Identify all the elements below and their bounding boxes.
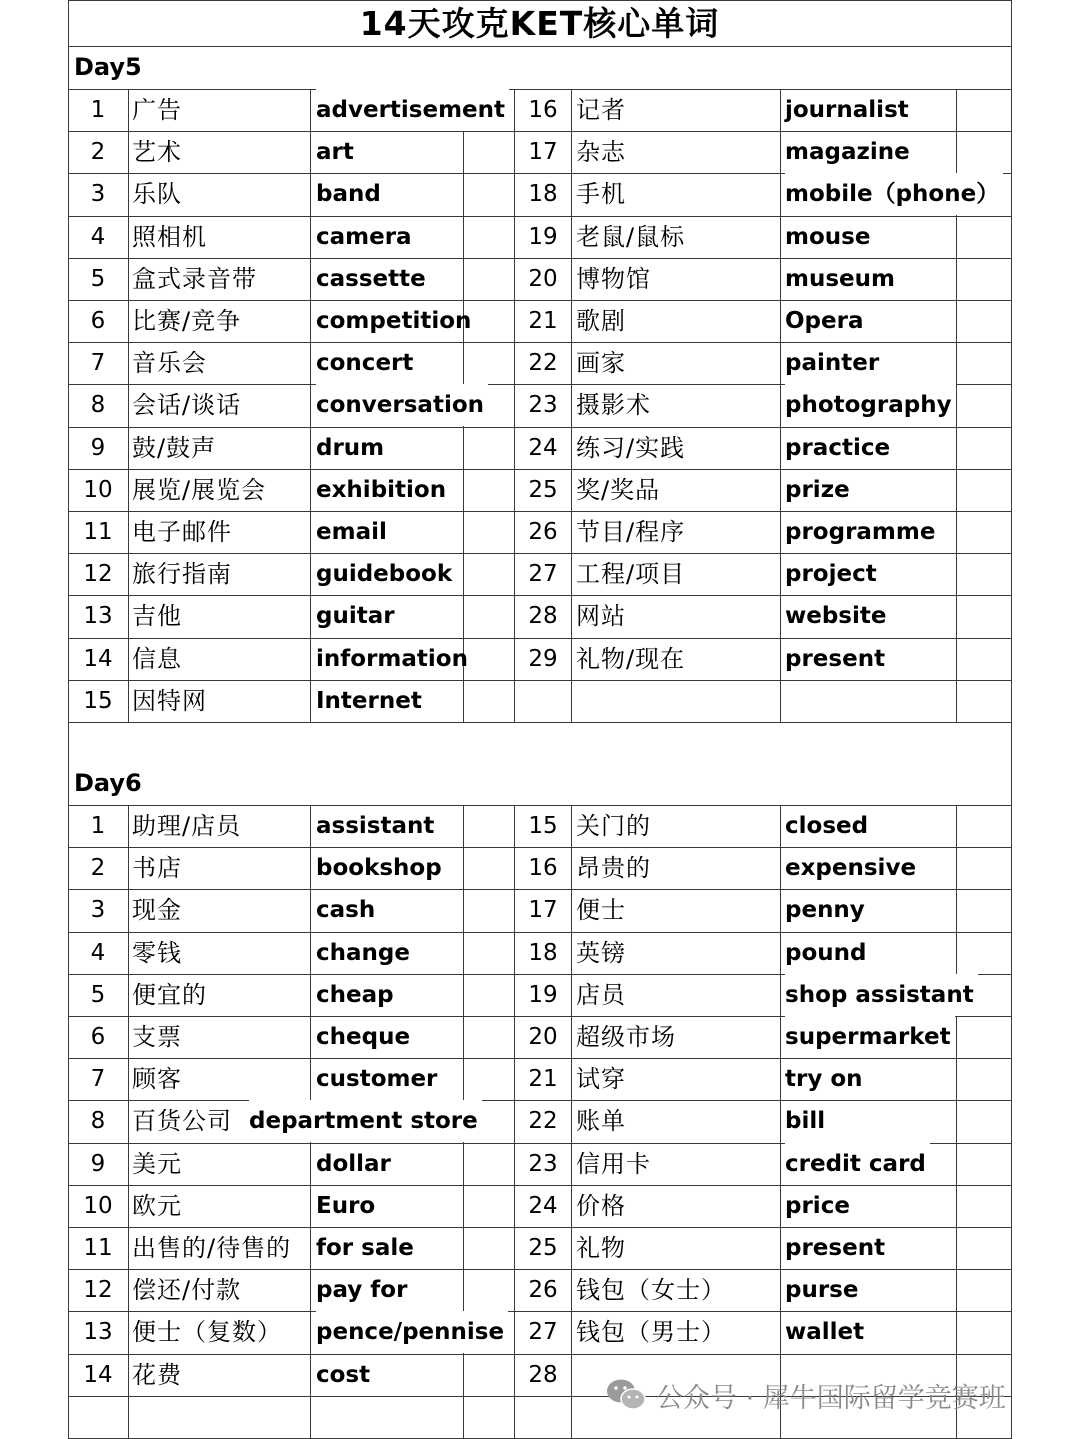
chinese-term: 会话/谈话 [132, 391, 242, 419]
row-number: 18 [528, 181, 558, 207]
row-number: 23 [528, 1151, 558, 1177]
row-number: 17 [528, 139, 558, 165]
row-number: 23 [528, 392, 558, 418]
row-number: 5 [90, 982, 106, 1008]
row-number: 19 [528, 224, 558, 250]
english-word: pound [785, 940, 867, 966]
english-word: supermarket [785, 1016, 955, 1058]
row-number: 13 [83, 1319, 113, 1345]
chinese-term: 书店 [132, 854, 182, 882]
chinese-term: 练习/实践 [576, 434, 686, 462]
row-number: 25 [528, 477, 558, 503]
row-number: 25 [528, 1235, 558, 1261]
english-word: information [316, 646, 468, 672]
chinese-term: 店员 [576, 981, 626, 1009]
english-word: advertisement [316, 89, 509, 131]
row-number: 3 [90, 897, 106, 923]
chinese-term: 展览/展览会 [132, 476, 267, 504]
english-word: magazine [785, 139, 910, 165]
chinese-term: 便士 [576, 896, 626, 924]
chinese-term: 摄影术 [576, 391, 651, 419]
english-word: drum [316, 435, 385, 461]
chinese-term: 手机 [576, 180, 626, 208]
table-border-top [68, 0, 1011, 1]
english-word: conversation [316, 384, 488, 426]
english-word: Internet [316, 688, 422, 714]
row-number: 27 [528, 1319, 558, 1345]
column-divider [571, 89, 572, 722]
english-word: exhibition [316, 477, 447, 503]
chinese-term: 现金 [132, 896, 182, 924]
chinese-term: 出售的/待售的 [132, 1234, 292, 1262]
english-word: for sale [316, 1235, 414, 1261]
row-number: 20 [528, 266, 558, 292]
column-divider [128, 89, 129, 722]
chinese-term: 关门的 [576, 812, 651, 840]
chinese-term: 美元 [132, 1150, 182, 1178]
english-word: cassette [316, 266, 426, 292]
row-number: 22 [528, 350, 558, 376]
chinese-term: 助理/店员 [132, 812, 242, 840]
english-word: competition [316, 308, 472, 334]
row-number: 15 [528, 813, 558, 839]
table-border-right [1011, 0, 1012, 1439]
row-number: 20 [528, 1024, 558, 1050]
row-number: 11 [83, 1235, 113, 1261]
chinese-term: 账单 [576, 1107, 626, 1135]
row-number: 8 [90, 392, 106, 418]
watermark [606, 1375, 1006, 1415]
chinese-term: 网站 [576, 602, 626, 630]
english-word: try on [785, 1066, 863, 1092]
title-divider [68, 46, 1011, 47]
english-word: Opera [785, 308, 864, 334]
row-number: 17 [528, 897, 558, 923]
chinese-term: 博物馆 [576, 265, 651, 293]
row-number: 9 [90, 435, 106, 461]
row-number: 18 [528, 940, 558, 966]
english-word: price [785, 1193, 850, 1219]
chinese-term: 信息 [132, 645, 182, 673]
column-divider [128, 805, 129, 1438]
chinese-term: 旅行指南 [132, 560, 232, 588]
english-word: practice [785, 435, 891, 461]
english-word: art [316, 139, 354, 165]
english-word: camera [316, 224, 412, 250]
chinese-term: 英镑 [576, 939, 626, 967]
english-word: Euro [316, 1193, 376, 1219]
chinese-term: 音乐会 [132, 349, 207, 377]
row-number: 1 [90, 813, 106, 839]
row-number: 28 [528, 1362, 558, 1388]
english-word: pence/pennise [316, 1311, 508, 1353]
day-label: Day5 [74, 53, 142, 81]
row-number: 14 [83, 1362, 113, 1388]
row-number: 7 [90, 1066, 106, 1092]
chinese-term: 因特网 [132, 687, 207, 715]
english-word: present [785, 646, 886, 672]
english-word: project [785, 561, 877, 587]
row-number: 6 [90, 308, 106, 334]
chinese-term: 支票 [132, 1023, 182, 1051]
chinese-term: 便士（复数） [132, 1318, 282, 1346]
chinese-term: 盒式录音带 [132, 265, 257, 293]
row-divider [68, 680, 1011, 681]
english-word: band [316, 181, 381, 207]
english-word: cheque [316, 1024, 411, 1050]
row-number: 11 [83, 519, 113, 545]
row-number: 9 [90, 1151, 106, 1177]
row-number: 5 [90, 266, 106, 292]
day-label: Day6 [74, 769, 142, 797]
english-word: cost [316, 1362, 371, 1388]
english-word: present [785, 1235, 886, 1261]
chinese-term: 鼓/鼓声 [132, 434, 217, 462]
row-number: 24 [528, 1193, 558, 1219]
english-word: cheap [316, 982, 394, 1008]
chinese-term: 广告 [132, 96, 182, 124]
english-word: guitar [316, 603, 395, 629]
chinese-term: 电子邮件 [132, 518, 232, 546]
chinese-term: 礼物/现在 [576, 645, 686, 673]
row-number: 24 [528, 435, 558, 461]
row-number: 27 [528, 561, 558, 587]
english-word: shop assistant [785, 974, 978, 1016]
row-number: 26 [528, 519, 558, 545]
chinese-term: 比赛/竞争 [132, 307, 242, 335]
english-word: email [316, 519, 387, 545]
row-number: 26 [528, 1277, 558, 1303]
chinese-term: 杂志 [576, 138, 626, 166]
row-number: 2 [90, 855, 106, 881]
chinese-term: 昂贵的 [576, 854, 651, 882]
column-divider [780, 805, 781, 1438]
row-number: 28 [528, 603, 558, 629]
row-number: 21 [528, 308, 558, 334]
chinese-term: 超级市场 [576, 1023, 676, 1051]
english-word: photography [785, 384, 956, 426]
english-word: department store [249, 1100, 482, 1142]
row-number: 8 [90, 1108, 106, 1134]
row-number: 7 [90, 350, 106, 376]
row-number: 22 [528, 1108, 558, 1134]
row-number: 19 [528, 982, 558, 1008]
chinese-term: 信用卡 [576, 1150, 651, 1178]
english-word: change [316, 940, 410, 966]
row-number: 29 [528, 646, 558, 672]
row-number: 14 [83, 646, 113, 672]
row-number: 3 [90, 181, 106, 207]
english-word: penny [785, 897, 865, 923]
wechat-icon [606, 1378, 646, 1412]
watermark-text: 公众号 · 犀牛国际留学竞赛班 [656, 1382, 1006, 1414]
row-number: 6 [90, 1024, 106, 1050]
chinese-term: 偿还/付款 [132, 1276, 242, 1304]
chinese-term: 便宜的 [132, 981, 207, 1009]
chinese-term: 画家 [576, 349, 626, 377]
column-divider [780, 89, 781, 722]
chinese-term: 钱包（女士） [576, 1276, 726, 1304]
chinese-term: 零钱 [132, 939, 182, 967]
chinese-term: 试穿 [576, 1065, 626, 1093]
chinese-term: 记者 [576, 96, 626, 124]
english-word: purse [785, 1277, 859, 1303]
page-title: 14天攻克KET核心单词 [359, 4, 720, 43]
row-number: 15 [83, 688, 113, 714]
english-word: pay for [316, 1277, 408, 1303]
english-word: assistant [316, 813, 435, 839]
english-word: wallet [785, 1319, 865, 1345]
english-word: mobile（phone） [785, 173, 1003, 215]
chinese-term: 老鼠/鼠标 [576, 223, 686, 251]
chinese-term: 花费 [132, 1361, 182, 1389]
english-word: customer [316, 1066, 438, 1092]
column-divider [571, 805, 572, 1438]
row-number: 12 [83, 1277, 113, 1303]
row-number: 1 [90, 97, 106, 123]
english-word: painter [785, 350, 880, 376]
english-word: guidebook [316, 561, 453, 587]
english-word: programme [785, 519, 936, 545]
row-number: 16 [528, 97, 558, 123]
column-divider [956, 805, 957, 1438]
english-word: concert [316, 350, 414, 376]
column-divider [310, 89, 311, 722]
row-number: 10 [83, 1193, 113, 1219]
chinese-term: 照相机 [132, 223, 207, 251]
english-word: credit card [785, 1143, 930, 1185]
row-number: 4 [90, 940, 106, 966]
english-word: museum [785, 266, 895, 292]
english-word: dollar [316, 1151, 391, 1177]
chinese-term: 歌剧 [576, 307, 626, 335]
chinese-term: 欧元 [132, 1192, 182, 1220]
english-word: prize [785, 477, 850, 503]
row-divider [68, 722, 1011, 723]
row-number: 21 [528, 1066, 558, 1092]
chinese-term: 价格 [576, 1192, 626, 1220]
row-number: 12 [83, 561, 113, 587]
english-word: bill [785, 1108, 826, 1134]
english-word: bookshop [316, 855, 442, 881]
chinese-term: 吉他 [132, 602, 182, 630]
chinese-term: 礼物 [576, 1234, 626, 1262]
english-word: expensive [785, 855, 917, 881]
english-word: journalist [785, 97, 909, 123]
chinese-term: 百货公司 [132, 1107, 232, 1135]
row-number: 10 [83, 477, 113, 503]
chinese-term: 顾客 [132, 1065, 182, 1093]
row-number: 2 [90, 139, 106, 165]
chinese-term: 节目/程序 [576, 518, 686, 546]
english-word: mouse [785, 224, 871, 250]
english-word: cash [316, 897, 376, 923]
chinese-term: 工程/项目 [576, 560, 686, 588]
chinese-term: 乐队 [132, 180, 182, 208]
row-number: 4 [90, 224, 106, 250]
chinese-term: 艺术 [132, 138, 182, 166]
english-word: closed [785, 813, 869, 839]
chinese-term: 钱包（男士） [576, 1318, 726, 1346]
row-number: 13 [83, 603, 113, 629]
english-word: website [785, 603, 887, 629]
row-number: 16 [528, 855, 558, 881]
chinese-term: 奖/奖品 [576, 476, 661, 504]
